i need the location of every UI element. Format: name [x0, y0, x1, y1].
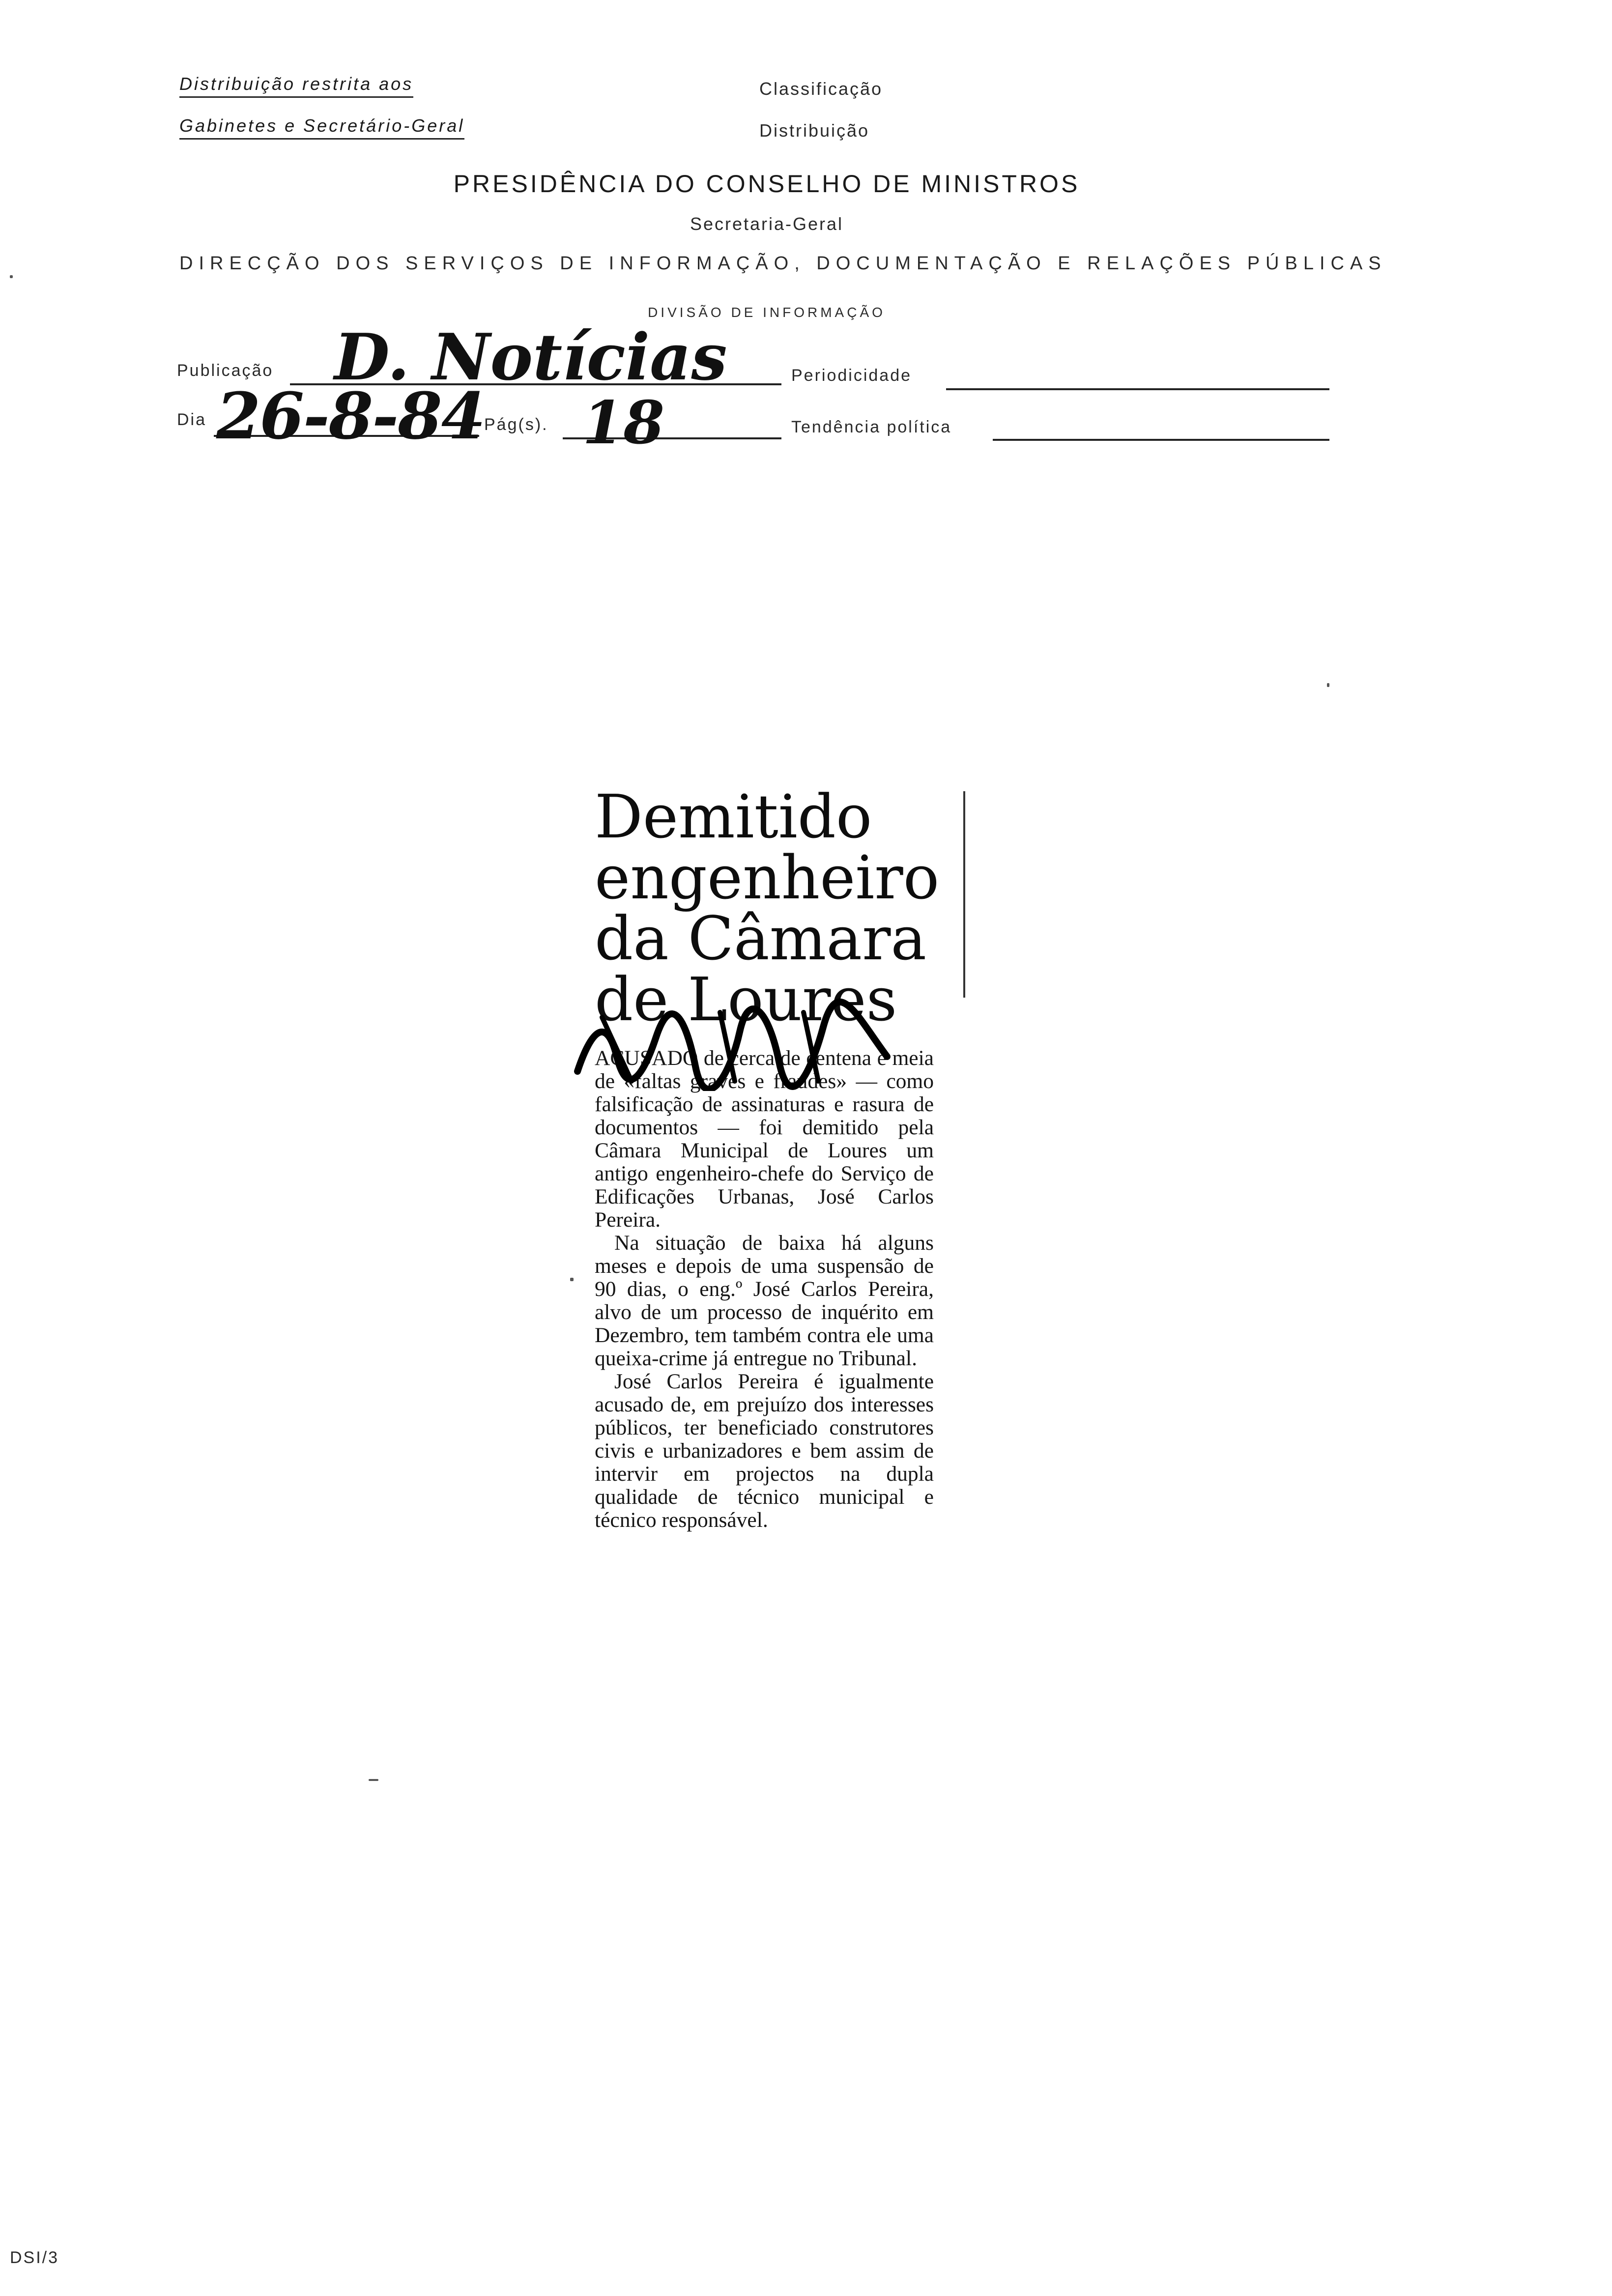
- scan-speck: [369, 1779, 378, 1781]
- political-tendency-underline: [993, 439, 1329, 441]
- pages-label: Pág(s).: [484, 415, 548, 434]
- scan-speck: [570, 1278, 574, 1281]
- article-body: [595, 1047, 934, 1532]
- clipping-edge: [963, 791, 965, 998]
- publication-label: Publicação: [177, 361, 274, 380]
- political-tendency-label: Tendência política: [791, 418, 952, 436]
- headline-line-1: Demitido: [595, 782, 872, 852]
- publication-value: D. Notícias: [334, 319, 727, 395]
- distribution-restricted-line: Distribuição restrita aos: [179, 74, 413, 98]
- headline-line-3: da Câmara: [595, 904, 927, 974]
- scan-speck: [10, 275, 13, 278]
- distribution-label: Distribuição: [759, 120, 870, 141]
- article-headline: [595, 782, 958, 1034]
- day-value: 26-8-84: [216, 378, 485, 454]
- distribution-cabinets-line: Gabinetes e Secretário-Geral: [179, 115, 464, 140]
- page-subtitle: Secretaria-Geral: [690, 214, 844, 234]
- division-line: DIVISÃO DE INFORMAÇÃO: [648, 305, 886, 320]
- pages-value: 18: [582, 388, 664, 458]
- handwritten-stamp-scribble: [573, 998, 907, 1091]
- article-paragraph-3: José Carlos Pereira é igualmente acusado de, em prejuízo dos interesses públicos, ter beneficiado construtores civis e urbanizadores e bem assim de intervir em projectos na dupla qualidade de técnico municipal e técnico responsável.: [595, 1370, 934, 1532]
- page-title: PRESIDÊNCIA DO CONSELHO DE MINISTROS: [453, 170, 1080, 198]
- scan-speck: [1327, 683, 1329, 687]
- article-paragraph-2: Na situação de baixa há alguns meses e depois de uma suspensão de 90 dias, o eng.º José Carlos Pereira, alvo de um processo de inquérito em Dezembro, tem também contra ele uma queixa-crime já entregue no Tribunal.: [595, 1231, 934, 1370]
- day-label: Dia: [177, 410, 207, 429]
- directorate-line: DIRECÇÃO DOS SERVIÇOS DE INFORMAÇÃO, DOCUMENTAÇÃO E RELAÇÕES PÚBLICAS: [179, 253, 1387, 274]
- periodicity-label: Periodicidade: [791, 366, 912, 385]
- footer-code: DSI/3: [10, 2248, 59, 2267]
- headline-line-4: de Loures: [595, 965, 897, 1034]
- article-paragraph-1: ACUSADO de cerca de centena e meia de «faltas graves e fraudes» — como falsificação de assinaturas e rasura de documentos — foi demitido pela Câmara Municipal de Loures um antigo engenheiro-chefe do Serviço de Edificações Urbanas, José Carlos Pereira.: [595, 1046, 934, 1232]
- headline-line-2: engenheiro: [595, 843, 940, 913]
- classification-label: Classificação: [759, 79, 883, 99]
- periodicity-underline: [946, 388, 1329, 390]
